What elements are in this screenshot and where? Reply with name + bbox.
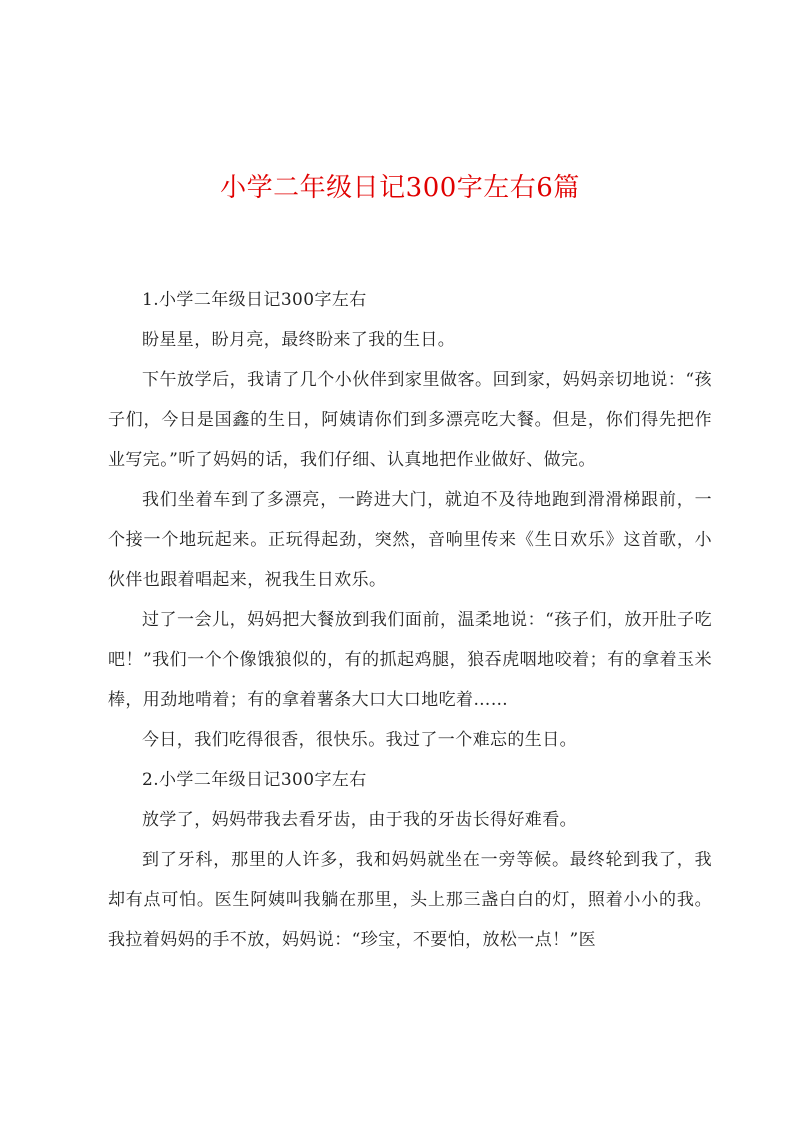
document-body [108, 280, 712, 960]
paragraph: 今日，我们吃得很香，很快乐。我过了一个难忘的生日。 [142, 730, 577, 750]
paragraph: 过了一会儿，妈妈把大餐放到我们面前，温柔地说：“孩子们，放开肚子吃吧！”我们一个个像饿狼似的，有的抓起鸡腿，狼吞虎咽地咬着；有的拿着玉米棒，用劲地啃着；有的拿着薯条大口大口地吃着…… [108, 610, 712, 710]
section-heading-2: 2.小学二年级日记300字左右 [142, 770, 367, 790]
paragraph: 盼星星，盼月亮，最终盼来了我的生日。 [142, 330, 456, 350]
section-heading-1: 1.小学二年级日记300字左右 [142, 290, 367, 310]
paragraph: 我们坐着车到了多漂亮，一跨进大门，就迫不及待地跑到滑滑梯跟前，一个接一个地玩起来。正玩得起劲，突然，音响里传来《生日欢乐》这首歌，小伙伴也跟着唱起来，祝我生日欢乐。 [108, 490, 712, 590]
paragraph: 下午放学后，我请了几个小伙伴到家里做客。回到家，妈妈亲切地说：“孩子们，今日是国鑫的生日，阿姨请你们到多漂亮吃大餐。但是，你们得先把作业写完。”听了妈妈的话，我们仔细、认真地把作业做好、做完。 [108, 370, 712, 470]
paragraph: 到了牙科，那里的人许多，我和妈妈就坐在一旁等候。最终轮到我了，我却有点可怕。医生阿姨叫我躺在那里，头上那三盏白白的灯，照着小小的我。我拉着妈妈的手不放，妈妈说：“珍宝，不要怕，放松一点！”医 [108, 850, 712, 950]
paragraph: 放学了，妈妈带我去看牙齿，由于我的牙齿长得好难看。 [142, 810, 577, 830]
document-title: 小学二年级日记300字左右6篇 [220, 173, 580, 203]
